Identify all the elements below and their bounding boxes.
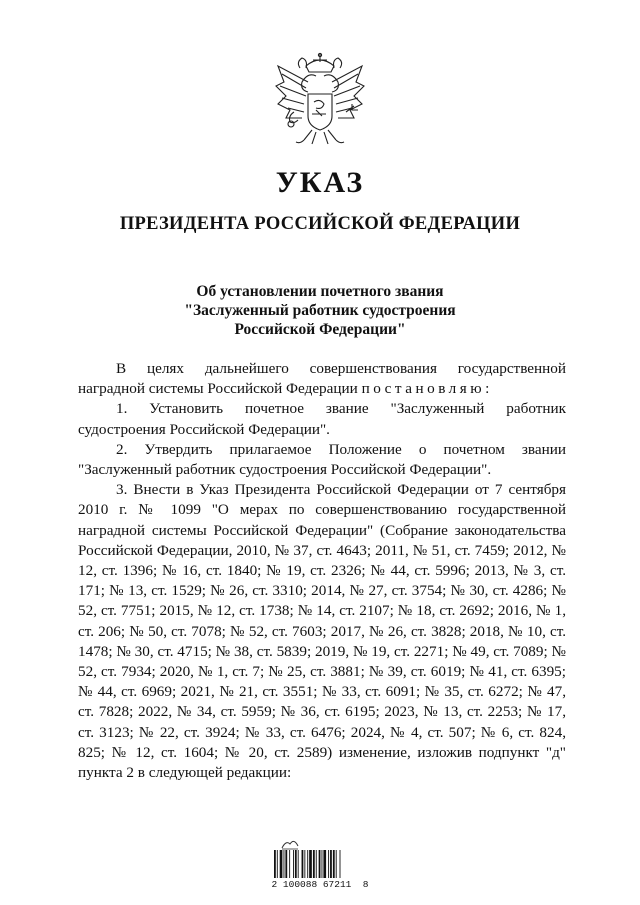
barcode [272,850,368,878]
preamble-resolution-word: постановляю [361,380,486,398]
heading-line: Об установлении почетного звания [196,283,444,300]
document-type-title: УКАЗ [275,166,365,199]
preamble-text: В целях дальнейшего совершенствования государственной наградной системы Российской Федерации [78,360,566,398]
preamble-paragraph [78,359,566,399]
item-paragraph-2: 2. Утвердить прилагаемое Положение о почетном звании "Заслуженный работник судостроения Российской Федерации". [78,440,566,479]
decree-body [78,359,566,783]
decree-heading [0,282,640,339]
heading-line: "Заслуженный работник судостроения [184,302,456,319]
barcode-digits: 2 100088 67211 8 [271,879,369,890]
preamble-end: : [485,380,490,398]
item-paragraph-3: 3. Внести в Указ Президента Российской Федерации от 7 сентября 2010 г. № 1099 "О мерах по совершенствованию государственной наградной системы Российской Федерации" (Собрание законодательства Российской Федерации, 2010, № 37, ст. 4643; 2011, № 51, ст. 7459; 2012, № 12, ст. 1396; № 16, ст. 1840; № 19, ст. 2326; № 44, ст. 5996; 2013, № 3, ст. 171; № 13, ст. 1529; № 26, ст. 3310; 2014, № 27, ст. 3754; № 30, ст. 4286; № 52, ст. 7751; 2015, № 12, ст. 1738; № 14, ст. 2107; № 18, ст. 2692; 2016, № 1, ст. 206; № 50, ст. 7078; № 52, ст. 7603; 2017, № 26, ст. 3828; 2018, № 10, ст. 1478; № 30, ст. 4715; № 38, ст. 5839; 2019, № 19, ст. 2271; № 49, ст. 7089; № 52, ст. 7934; 2020, № 1, ст. 7; № 25, ст. 3881; № 39, ст. 6019; № 41, ст. 6395; № 44, ст. 6969; 2021, № 21, ст. 3551; № 33, ст. 6091; № 35, ст. 6272; № 47, ст. 7828; 2022, № 34, ст. 5959; № 36, ст. 6195; 2023, № 13, ст. 2253; № 17, ст. 3123; № 22, ст. 3924; № 33, ст. 6476; 2024, № 4, ст. 507; № 6, ст. 824, 825; № 12, ст. 1604; № 20, ст. 2589) изменение, изложив подпункт "д" пункта 2 в следующей редакции: [78,481,567,782]
heading-line: Российской Федерации" [234,321,406,338]
item-paragraph-1: 1. Установить почетное звание "Заслуженный работник судостроения Российской Федерации". [78,400,566,438]
print-mark-icon [280,838,300,850]
coat-of-arms-emblem [272,52,368,150]
issuer-title: ПРЕЗИДЕНТА РОССИЙСКОЙ ФЕДЕРАЦИИ [119,214,521,234]
